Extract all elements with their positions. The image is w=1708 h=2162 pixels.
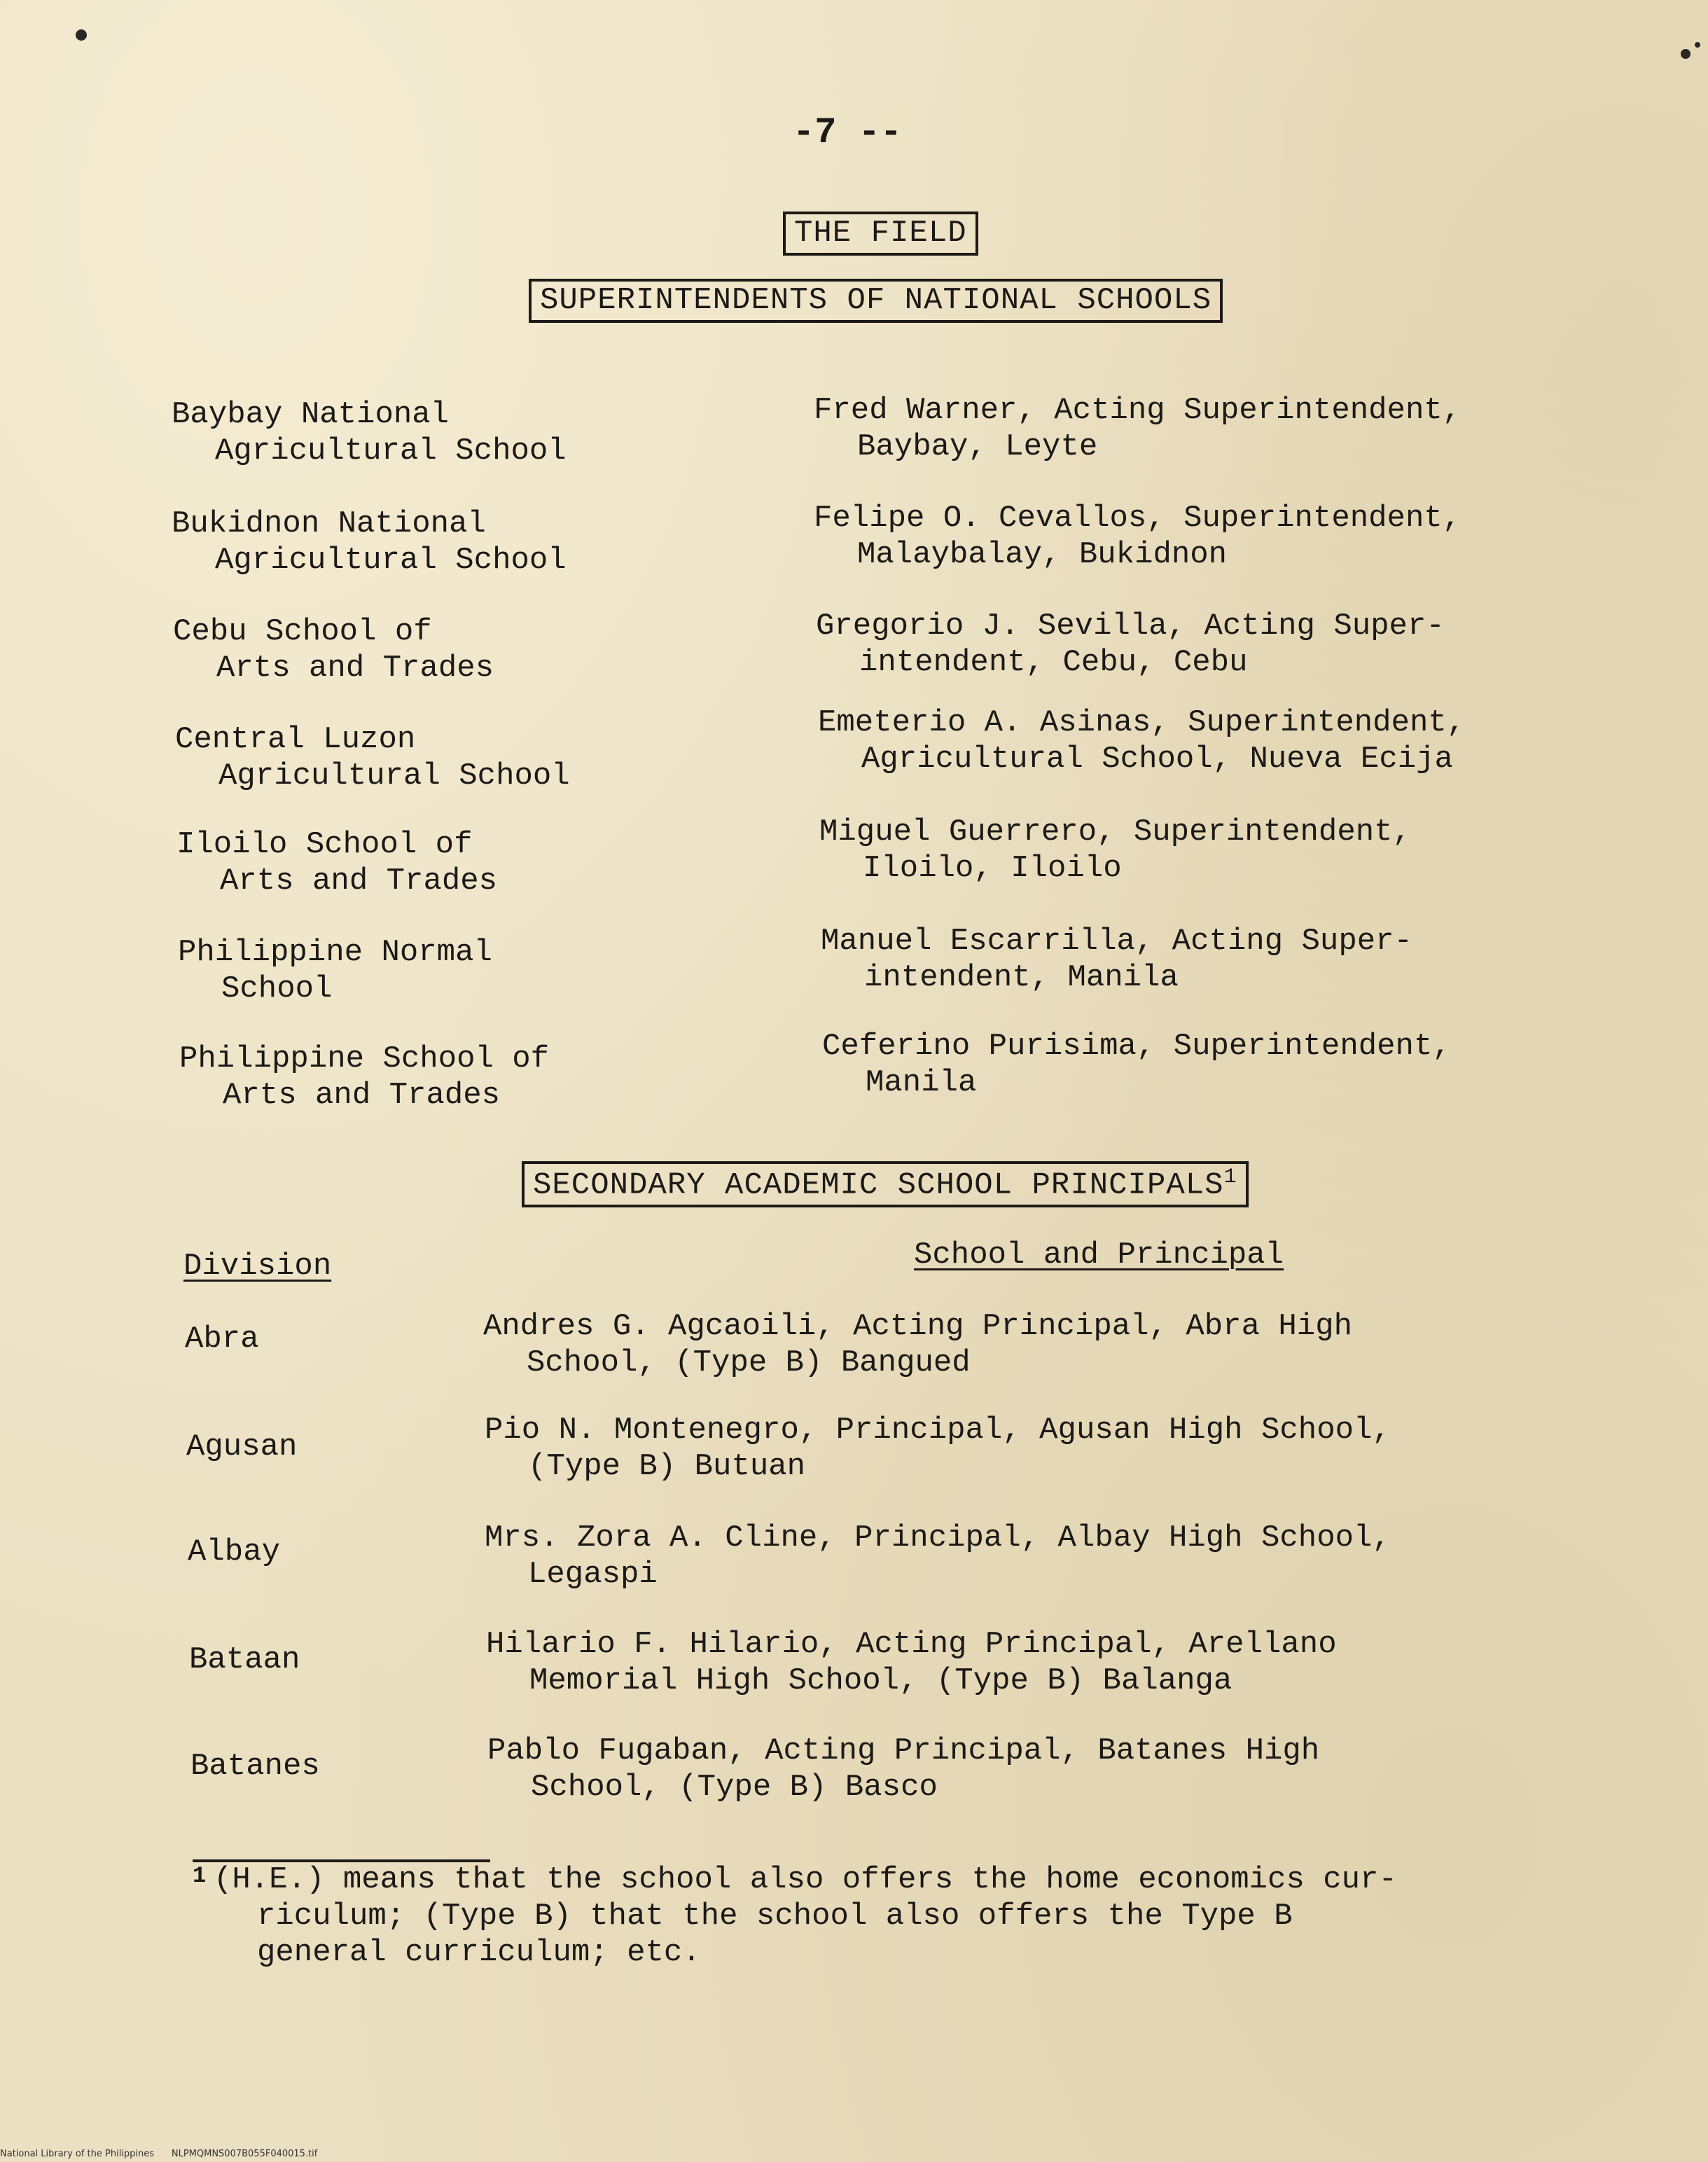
principal-line: Andres G. Agcaoili, Acting Principal, Abra High bbox=[483, 1309, 1353, 1344]
footnote bbox=[214, 1862, 1397, 1971]
ink-speck bbox=[1681, 49, 1690, 59]
school-name-line: Agricultural School bbox=[215, 543, 567, 578]
school-name bbox=[178, 934, 492, 1007]
school-name bbox=[173, 614, 494, 686]
school-name bbox=[172, 506, 567, 578]
principals-heading-text: SECONDARY ACADEMIC SCHOOL PRINCIPALS bbox=[533, 1167, 1224, 1203]
footnote-line: riculum; (Type B) that the school also offers the Type B bbox=[257, 1899, 1293, 1934]
school-name-line: Iloilo School of bbox=[176, 827, 473, 862]
superintendents-heading-text: SUPERINTENDENTS OF NATIONAL SCHOOLS bbox=[540, 283, 1212, 318]
superintendent-line: Emeterio A. Asinas, Superintendent, bbox=[818, 705, 1466, 740]
division-name: Batanes bbox=[190, 1749, 320, 1784]
division-name: Agusan bbox=[186, 1429, 298, 1464]
superintendent-name bbox=[816, 608, 1445, 681]
superintendent-name bbox=[814, 500, 1461, 573]
school-name-line: Baybay National bbox=[172, 397, 450, 432]
school-name-line: Central Luzon bbox=[175, 722, 416, 757]
school-name-line: School bbox=[221, 971, 333, 1006]
superintendent-line: Agricultural School, Nueva Ecija bbox=[861, 742, 1453, 777]
principal-details bbox=[487, 1733, 1319, 1806]
footnote-reference: 1 bbox=[1223, 1165, 1237, 1189]
principal-line: School, (Type B) Bangued bbox=[527, 1345, 971, 1380]
school-name-line: Philippine Normal bbox=[178, 935, 492, 970]
footnote-line: general curriculum; etc. bbox=[257, 1935, 701, 1970]
principal-line: Pio N. Montenegro, Principal, Agusan High School, bbox=[485, 1413, 1391, 1448]
school-name-line: Arts and Trades bbox=[216, 651, 494, 686]
page-number: -7 -- bbox=[792, 112, 903, 153]
superintendent-line: Baybay, Leyte bbox=[857, 429, 1098, 464]
division-name: Bataan bbox=[189, 1642, 300, 1677]
superintendent-line: Fred Warner, Acting Superintendent, bbox=[814, 393, 1461, 428]
principal-details bbox=[483, 1308, 1352, 1381]
superintendent-name bbox=[821, 923, 1412, 996]
school-name-line: Agricultural School bbox=[215, 434, 567, 469]
principal-details bbox=[485, 1412, 1391, 1485]
division-column-header: Division bbox=[183, 1249, 332, 1284]
superintendent-line: Manila bbox=[866, 1065, 977, 1100]
superintendent-line: Gregorio J. Sevilla, Acting Super- bbox=[816, 609, 1445, 644]
principal-line: Pablo Fugaban, Acting Principal, Batanes High bbox=[487, 1733, 1320, 1768]
superintendent-name bbox=[822, 1028, 1451, 1101]
school-name bbox=[176, 826, 497, 899]
principal-line: (Type B) Butuan bbox=[528, 1449, 806, 1484]
principal-line: Memorial High School, (Type B) Balanga bbox=[529, 1663, 1233, 1698]
school-name bbox=[179, 1041, 549, 1114]
superintendent-line: Malaybalay, Bukidnon bbox=[857, 537, 1228, 572]
archive-caption: National Library of the Philippines NLPMQMNS007B055F040015.tif bbox=[0, 2149, 318, 2159]
principal-details bbox=[485, 1520, 1391, 1593]
superintendent-line: intendent, Manila bbox=[864, 960, 1179, 995]
superintendent-line: Ceferino Purisima, Superintendent, bbox=[822, 1029, 1451, 1064]
school-name-line: Philippine School of bbox=[179, 1041, 550, 1076]
school-name bbox=[172, 396, 567, 469]
superintendent-line: Felipe O. Cevallos, Superintendent, bbox=[814, 501, 1461, 536]
school-name-line: Bukidnon National bbox=[172, 506, 486, 541]
superintendent-name bbox=[814, 392, 1461, 465]
school-name-line: Cebu School of bbox=[173, 614, 432, 649]
superintendents-heading bbox=[529, 279, 1223, 323]
division-name: Albay bbox=[188, 1534, 281, 1569]
field-heading bbox=[783, 212, 978, 256]
superintendent-line: Miguel Guerrero, Superintendent, bbox=[819, 815, 1411, 850]
superintendent-name bbox=[819, 814, 1411, 887]
footnote-line: (H.E.) means that the school also offers the home economics cur- bbox=[214, 1862, 1397, 1897]
division-name: Abra bbox=[185, 1322, 259, 1357]
school-principal-column-header: School and Principal bbox=[914, 1238, 1284, 1273]
superintendent-line: Manuel Escarrilla, Acting Super- bbox=[821, 924, 1412, 959]
principals-heading bbox=[522, 1161, 1249, 1207]
footnote-marker: 1 bbox=[193, 1863, 207, 1889]
school-name-line: Arts and Trades bbox=[220, 864, 498, 899]
principal-line: Legaspi bbox=[528, 1557, 658, 1592]
ink-speck bbox=[1695, 42, 1700, 48]
principal-line: Mrs. Zora A. Cline, Principal, Albay High School, bbox=[485, 1520, 1391, 1555]
school-name bbox=[175, 721, 570, 794]
superintendent-line: intendent, Cebu, Cebu bbox=[859, 645, 1248, 680]
superintendent-line: Iloilo, Iloilo bbox=[863, 851, 1122, 886]
school-name-line: Agricultural School bbox=[218, 758, 570, 794]
ink-speck bbox=[76, 29, 87, 41]
principal-line: Hilario F. Hilario, Acting Principal, Arellano bbox=[486, 1627, 1337, 1662]
field-heading-text: THE FIELD bbox=[794, 216, 967, 251]
principal-line: School, (Type B) Basco bbox=[531, 1770, 938, 1805]
superintendent-name bbox=[818, 705, 1465, 777]
school-name-line: Arts and Trades bbox=[223, 1078, 501, 1113]
principal-details bbox=[486, 1626, 1337, 1699]
